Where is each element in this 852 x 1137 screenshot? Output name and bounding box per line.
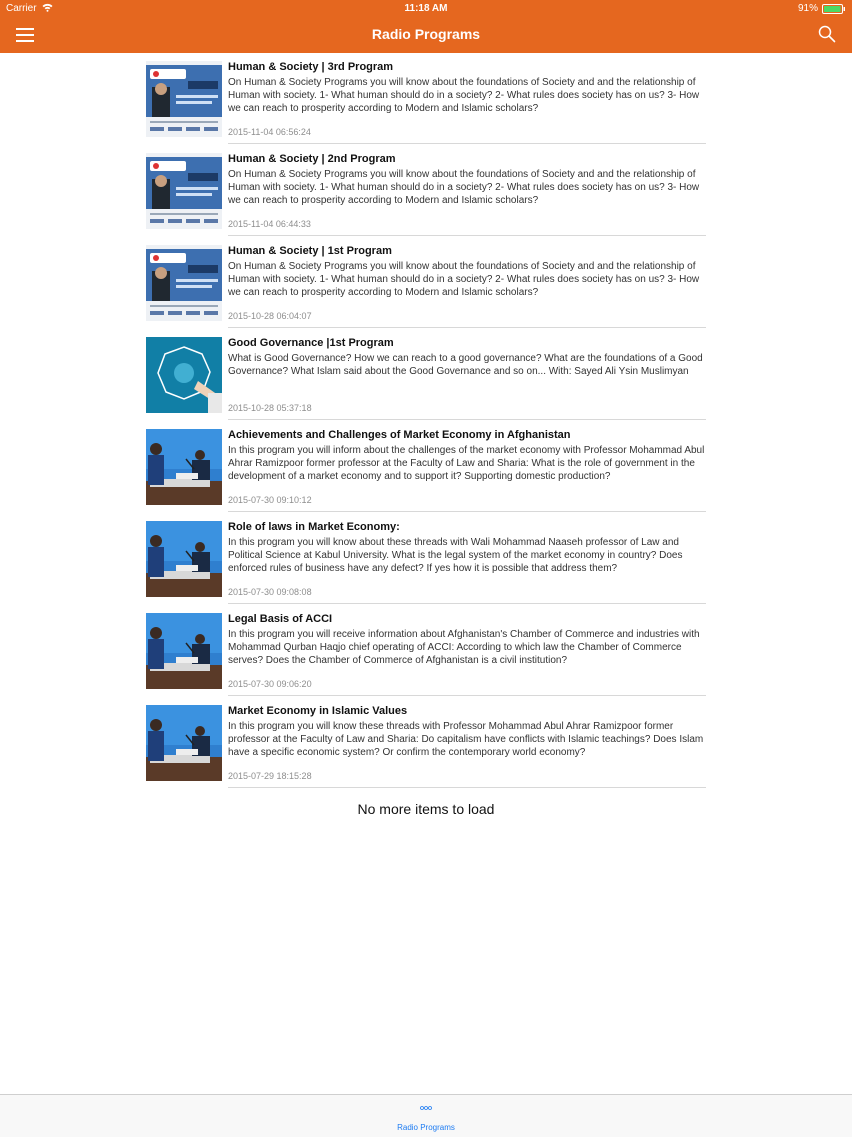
program-title: Human & Society | 2nd Program: [228, 153, 396, 165]
carrier-label: Carrier: [6, 3, 37, 14]
program-date: 2015-11-04 06:44:33: [228, 219, 311, 229]
program-title: Role of laws in Market Economy:: [228, 521, 400, 533]
program-title: Achievements and Challenges of Market Economy in Afghanistan: [228, 429, 571, 441]
list-item[interactable]: [146, 244, 706, 336]
divider: [228, 511, 706, 512]
program-title: Legal Basis of ACCI: [228, 613, 333, 625]
program-date: 2015-07-30 09:08:08: [228, 587, 312, 597]
program-thumbnail: [146, 337, 222, 413]
divider: [228, 327, 706, 328]
tab-label: Radio Programs: [397, 1123, 455, 1132]
program-description: On Human & Society Programs you will know about the foundations of Society and and the relationship of Human with society. 1- What human should do in a society? 2- What rules does society has on us? 3- How we can reach to prosperity according to Modern and Islamic scholars?: [228, 77, 700, 114]
program-thumbnail: [146, 61, 222, 137]
nav-bar: [0, 18, 852, 53]
status-time: 11:18 AM: [404, 3, 448, 14]
list-item[interactable]: [146, 704, 706, 796]
no-more-items-label: No more items to load: [357, 801, 495, 817]
search-icon[interactable]: [818, 25, 836, 43]
program-date: 2015-07-30 09:10:12: [228, 495, 312, 505]
program-thumbnail: [146, 521, 222, 597]
program-description: On Human & Society Programs you will know about the foundations of Society and and the relationship of Human with society. 1- What human should do in a society? 2- What rules does society has on us? 3- How we can reach to prosperity according to Modern and Islamic scholars?: [228, 169, 700, 206]
list-item[interactable]: [146, 152, 706, 244]
program-description: In this program you will know about these threads with Wali Mohammad Naaseh professor of Law and Political Science at Kabul University. What is the legal system of the market economy in country? Does enforced rules of business have any defect? If yes how it is possible that address them?: [228, 537, 683, 574]
program-title: Human & Society | 3rd Program: [228, 61, 394, 73]
program-description: What is Good Governance? How we can reach to a good governance? What are the foundations of a Good Governance? What Islam said about the Good Governance and so on... With: Sayed Ali Ysin Muslimyan: [228, 353, 703, 377]
list-item[interactable]: [146, 336, 706, 428]
program-thumbnail: [146, 613, 222, 689]
divider: [228, 419, 706, 420]
program-description: On Human & Society Programs you will know about the foundations of Society and and the relationship of Human with society. 1- What human should do in a society? 2- What rules does society has on us? 3- How we can reach to prosperity according to Modern and Islamic scholars?: [228, 261, 700, 298]
program-description: In this program you will inform about the challenges of the market economy with Professor Mohammad Abul Ahrar Ramizpoor former professor at the Faculty of Law and Sharia: What is the role of government in the development of a market economy and to support it? Supporting domestic production?: [228, 445, 705, 482]
program-thumbnail: [146, 153, 222, 229]
battery-icon: [822, 4, 846, 14]
program-thumbnail: [146, 245, 222, 321]
program-date: 2015-07-30 09:06:20: [228, 679, 312, 689]
program-thumbnail: [146, 429, 222, 505]
program-list: [146, 60, 706, 796]
battery-percent: 91%: [797, 3, 818, 14]
divider: [228, 787, 706, 788]
status-bar: [0, 0, 852, 18]
list-item[interactable]: [146, 60, 706, 152]
divider: [228, 603, 706, 604]
program-title: Good Governance |1st Program: [228, 337, 394, 349]
program-thumbnail: [146, 705, 222, 781]
program-title: Human & Society | 1st Program: [228, 245, 392, 257]
program-description: In this program you will know these threads with Professor Mohammad Abul Ahrar Ramizpoor former professor at the Faculty of Law and Sharia: Do capitalism have conflicts with Islamic teachings? Does Islam have a specific economic system? Or confirm the contemporary world economy?: [228, 721, 704, 758]
divider: [228, 143, 706, 144]
divider: [228, 695, 706, 696]
list-item[interactable]: [146, 520, 706, 612]
header: [0, 0, 852, 53]
more-dots-icon: [420, 1105, 432, 1111]
tab-bar: [0, 1094, 852, 1137]
page-title: Radio Programs: [371, 26, 481, 42]
program-description: In this program you will receive information about Afghanistan's Chamber of Commerce and industries with Mohammad Qurban Haqjo chief operating of ACCI: According to which law the Chamber of Commerce serves? Does the Chamber of Commerce of Afghanistan is a civil institution?: [228, 629, 700, 666]
program-title: Market Economy in Islamic Values: [228, 705, 408, 717]
list-item[interactable]: [146, 612, 706, 704]
program-date: 2015-11-04 06:56:24: [228, 127, 311, 137]
list-item[interactable]: [146, 428, 706, 520]
program-date: 2015-10-28 06:04:07: [228, 311, 312, 321]
program-date: 2015-10-28 05:37:18: [228, 403, 312, 413]
program-date: 2015-07-29 18:15:28: [228, 771, 312, 781]
divider: [228, 235, 706, 236]
tab-radio-programs[interactable]: [380, 1095, 472, 1137]
